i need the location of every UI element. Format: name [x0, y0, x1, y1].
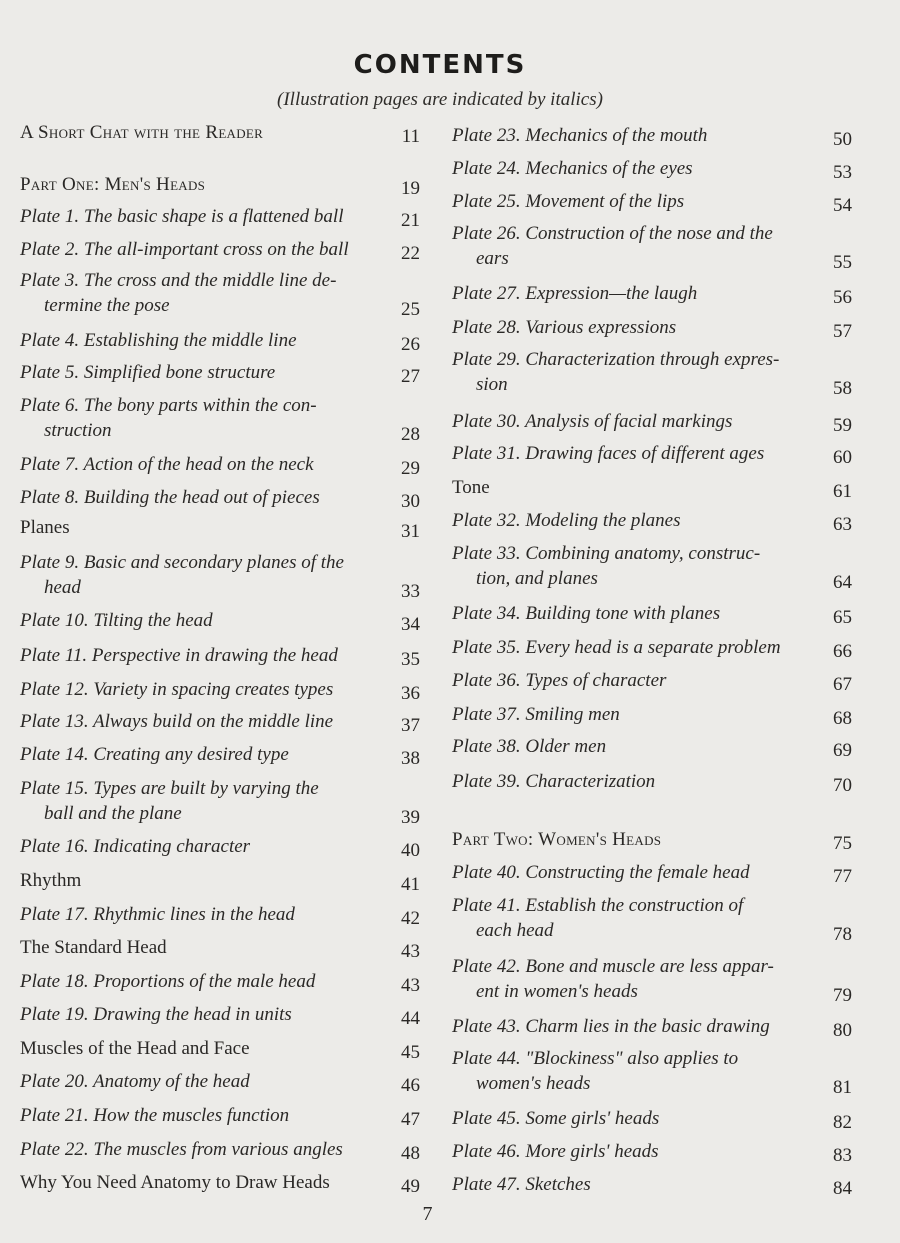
toc-entry-title: [452, 702, 802, 727]
toc-entry-line: The Standard Head: [20, 937, 167, 958]
toc-entry-page: 40: [401, 840, 420, 861]
toc-entry-page: 11: [401, 126, 420, 147]
toc-entry-line: Plate 39. Characterization: [452, 771, 656, 792]
toc-entry-line: Muscles of the Head and Face: [20, 1038, 250, 1059]
toc-entry-title: [20, 268, 370, 318]
toc-entry: [452, 827, 852, 852]
toc-entry-line: Plate 32. Modeling the planes: [452, 510, 681, 531]
toc-entry-line: Plate 28. Various expressions: [452, 317, 677, 338]
toc-entry-page: 83: [833, 1145, 852, 1166]
toc-entry-line: Plate 36. Types of character: [452, 670, 667, 691]
toc-entry: [20, 677, 420, 702]
toc-entry-title: [452, 156, 802, 181]
toc-entry-page: 59: [833, 415, 852, 436]
toc-entry-title: [20, 237, 370, 262]
toc-entry-title: [452, 827, 802, 852]
toc-entry-title: [452, 281, 802, 306]
toc-entry-line: head: [44, 577, 81, 598]
toc-entry-page: 61: [833, 481, 852, 502]
toc-entry-title: [20, 902, 370, 927]
toc-entry-page: 43: [401, 975, 420, 996]
toc-entry: [452, 409, 852, 434]
toc-entry-page: 36: [401, 683, 420, 704]
toc-entry-title: [452, 409, 802, 434]
toc-entry-page: 55: [833, 252, 852, 273]
toc-entry-page: 22: [401, 243, 420, 264]
toc-entry-page: 80: [833, 1020, 852, 1041]
toc-entry-page: 34: [401, 614, 420, 635]
toc-entry-line: Plate 11. Perspective in drawing the head: [20, 645, 338, 666]
toc-entry-title: [20, 935, 370, 960]
toc-entry: [20, 485, 420, 510]
toc-entry-title: [452, 347, 802, 397]
toc-entry-page: 43: [401, 941, 420, 962]
toc-entry: [20, 120, 420, 145]
toc-entry-page: 25: [401, 299, 420, 320]
toc-entry-title: [452, 315, 802, 340]
toc-entry-line: termine the pose: [44, 295, 170, 316]
toc-entry-title: [20, 1103, 370, 1128]
toc-entry-title: [452, 221, 802, 271]
toc-entry-line: Plate 26. Construction of the nose and the: [452, 223, 773, 244]
toc-entry-line: Plate 43. Charm lies in the basic drawing: [452, 1016, 770, 1037]
toc-entry-title: [20, 709, 370, 734]
toc-entry-title: [452, 123, 802, 148]
toc-entry: [20, 1036, 420, 1061]
toc-entry: [20, 1170, 420, 1195]
toc-entry: [20, 1137, 420, 1162]
toc-entry: [452, 347, 852, 397]
toc-entry-line: Plate 4. Establishing the middle line: [20, 330, 297, 351]
toc-entry: [20, 742, 420, 767]
toc-entry-line: Plate 23. Mechanics of the mouth: [452, 125, 708, 146]
toc-entry: [20, 834, 420, 859]
toc-entry-line: ball and the plane: [44, 803, 182, 824]
toc-entry-line: struction: [44, 420, 112, 441]
toc-entry-line: Plate 15. Types are built by varying the: [20, 778, 319, 799]
toc-entry-title: [452, 541, 802, 591]
toc-entry-title: [20, 868, 370, 893]
toc-entry-title: [20, 608, 370, 633]
toc-entry: [452, 893, 852, 943]
toc-entry-page: 46: [401, 1075, 420, 1096]
toc-entry-line: Plate 9. Basic and secondary planes of the: [20, 552, 344, 573]
toc-entry-page: 82: [833, 1112, 852, 1133]
toc-entry-page: 28: [401, 424, 420, 445]
toc-entry-line: Plate 35. Every head is a separate problem: [452, 637, 781, 658]
toc-entry: [20, 868, 420, 893]
toc-entry-page: 50: [833, 129, 852, 150]
toc-entry-line: Plate 16. Indicating character: [20, 836, 251, 857]
toc-entry-title: [452, 668, 802, 693]
toc-entry-title: [452, 1172, 802, 1197]
toc-entry-line: Plate 41. Establish the construction of: [452, 895, 744, 916]
toc-entry: [20, 237, 420, 262]
toc-entry-page: 48: [401, 1143, 420, 1164]
page-subtitle: (Illustration pages are indicated by italics): [277, 89, 603, 110]
toc-entry-page: 75: [833, 833, 852, 854]
toc-entry-line: Plate 22. The muscles from various angles: [20, 1139, 343, 1160]
toc-entry-title: [452, 769, 802, 794]
toc-entry-line: Plate 20. Anatomy of the head: [20, 1071, 250, 1092]
toc-entry-page: 79: [833, 985, 852, 1006]
toc-entry: [20, 204, 420, 229]
toc-entry-title: [452, 1139, 802, 1164]
toc-entry-title: [20, 360, 370, 385]
toc-entry: [452, 441, 852, 466]
toc-entry-line: Plate 31. Drawing faces of different ages: [452, 443, 765, 464]
toc-entry: [452, 221, 852, 271]
toc-entry-page: 57: [833, 321, 852, 342]
toc-entry: [20, 709, 420, 734]
toc-entry: [452, 1014, 852, 1039]
toc-entry-title: [20, 393, 370, 443]
toc-entry-page: 45: [401, 1042, 420, 1063]
toc-entry-page: 54: [833, 195, 852, 216]
toc-entry-page: 26: [401, 334, 420, 355]
toc-entry: [452, 123, 852, 148]
toc-entry-page: 47: [401, 1109, 420, 1130]
toc-entry-line: Plate 24. Mechanics of the eyes: [452, 158, 693, 179]
toc-entry-line: Plate 30. Analysis of facial markings: [452, 411, 733, 432]
toc-entry: [20, 1069, 420, 1094]
toc-entry-title: [452, 1046, 802, 1096]
toc-entry-page: 31: [401, 521, 420, 542]
toc-entry-title: [452, 860, 802, 885]
toc-entry-page: 42: [401, 908, 420, 929]
toc-entry: [20, 172, 420, 197]
toc-entry: [452, 1046, 852, 1096]
toc-entry-title: [452, 475, 802, 500]
toc-entry-page: 21: [401, 210, 420, 231]
toc-entry: [20, 515, 420, 540]
toc-entry-line: Part One: Men's Heads: [20, 174, 206, 195]
page-number: 7: [422, 1203, 433, 1225]
toc-entry: [452, 635, 852, 660]
toc-entry-line: Plate 33. Combining anatomy, construc-: [452, 543, 761, 564]
toc-entry-page: 19: [401, 178, 420, 199]
toc-entry-line: women's heads: [476, 1073, 591, 1094]
toc-entry: [20, 328, 420, 353]
toc-entry-line: sion: [476, 374, 508, 395]
toc-entry-line: Plate 29. Characterization through expres-: [452, 349, 780, 370]
toc-entry-page: 70: [833, 775, 852, 796]
toc-entry: [452, 668, 852, 693]
toc-entry-page: 58: [833, 378, 852, 399]
toc-entry-page: 53: [833, 162, 852, 183]
toc-entry-line: Plate 13. Always build on the middle line: [20, 711, 334, 732]
toc-entry: [20, 969, 420, 994]
toc-entry-line: tion, and planes: [476, 568, 598, 589]
toc-entry-title: [20, 1170, 370, 1195]
toc-entry-title: [20, 452, 370, 477]
toc-entry-line: each head: [476, 920, 554, 941]
toc-entry: [452, 189, 852, 214]
toc-entry-title: [20, 204, 370, 229]
toc-entry-page: 49: [401, 1176, 420, 1197]
toc-entry-title: [452, 189, 802, 214]
toc-entry: [20, 608, 420, 633]
toc-entry-title: [452, 441, 802, 466]
toc-entry: [452, 541, 852, 591]
toc-entry: [452, 281, 852, 306]
toc-entry: [452, 1106, 852, 1131]
toc-entry-title: [20, 643, 370, 668]
toc-entry-title: [20, 485, 370, 510]
toc-entry: [20, 1002, 420, 1027]
toc-entry-title: [452, 1106, 802, 1131]
toc-entry-page: 39: [401, 807, 420, 828]
toc-entry-title: [20, 677, 370, 702]
toc-entry-page: 35: [401, 649, 420, 670]
toc-entry-page: 68: [833, 708, 852, 729]
toc-entry-line: Plate 3. The cross and the middle line de-: [20, 270, 337, 291]
toc-entry-page: 30: [401, 491, 420, 512]
toc-entry-page: 29: [401, 458, 420, 479]
toc-entry-title: [20, 120, 370, 145]
toc-entry-line: Plate 10. Tilting the head: [20, 610, 213, 631]
toc-entry-page: 77: [833, 866, 852, 887]
toc-entry-line: Plate 2. The all-important cross on the ball: [20, 239, 349, 260]
toc-entry-title: [20, 1069, 370, 1094]
toc-entry-page: 27: [401, 366, 420, 387]
toc-entry-page: 64: [833, 572, 852, 593]
toc-entry-line: Plate 17. Rhythmic lines in the head: [20, 904, 295, 925]
toc-entry: [452, 156, 852, 181]
toc-entry-line: Plate 27. Expression—the laugh: [452, 283, 698, 304]
toc-entry-title: [20, 742, 370, 767]
toc-entry-line: Part Two: Women's Heads: [452, 829, 662, 850]
toc-entry: [452, 769, 852, 794]
toc-entry-title: [20, 328, 370, 353]
toc-entry: [452, 954, 852, 1004]
toc-entry: [452, 1172, 852, 1197]
toc-entry: [20, 935, 420, 960]
toc-entry-title: [452, 734, 802, 759]
toc-entry-line: Plate 14. Creating any desired type: [20, 744, 289, 765]
toc-entry-line: Plate 40. Constructing the female head: [452, 862, 750, 883]
toc-entry-title: [452, 1014, 802, 1039]
toc-entry-line: Plate 46. More girls' heads: [452, 1141, 659, 1162]
toc-entry-title: [452, 635, 802, 660]
toc-entry: [452, 860, 852, 885]
toc-entry-line: ears: [476, 248, 509, 269]
toc-entry-title: [452, 508, 802, 533]
toc-entry-line: Plate 19. Drawing the head in units: [20, 1004, 292, 1025]
toc-entry-page: 84: [833, 1178, 852, 1199]
toc-entry-line: Plate 34. Building tone with planes: [452, 603, 721, 624]
toc-entry-title: [20, 515, 370, 540]
toc-entry: [20, 360, 420, 385]
toc-entry: [452, 475, 852, 500]
toc-entry-line: Plate 7. Action of the head on the neck: [20, 454, 314, 475]
toc-entry-line: Rhythm: [20, 870, 82, 891]
toc-entry-page: 41: [401, 874, 420, 895]
toc-entry-page: 38: [401, 748, 420, 769]
toc-entry-title: [452, 601, 802, 626]
toc-entry-line: Plate 8. Building the head out of pieces: [20, 487, 320, 508]
toc-entry-line: Plate 12. Variety in spacing creates types: [20, 679, 334, 700]
toc-entry-line: Plate 25. Movement of the lips: [452, 191, 685, 212]
toc-entry-page: 63: [833, 514, 852, 535]
toc-entry-line: A Short Chat with the Reader: [20, 122, 264, 143]
toc-entry: [452, 315, 852, 340]
toc-entry-title: [20, 1036, 370, 1061]
toc-entry: [20, 452, 420, 477]
toc-entry-page: 81: [833, 1077, 852, 1098]
toc-entry: [20, 550, 420, 600]
toc-entry: [20, 902, 420, 927]
toc-entry: [452, 734, 852, 759]
toc-entry: [452, 508, 852, 533]
toc-entry-page: 44: [401, 1008, 420, 1029]
toc-entry-title: [20, 172, 370, 197]
toc-entry-line: Plate 42. Bone and muscle are less appar-: [452, 956, 774, 977]
toc-entry: [452, 601, 852, 626]
toc-entry-line: Plate 21. How the muscles function: [20, 1105, 290, 1126]
toc-entry-page: 78: [833, 924, 852, 945]
toc-entry-line: Plate 6. The bony parts within the con-: [20, 395, 317, 416]
toc-entry-line: Plate 38. Older men: [452, 736, 607, 757]
toc-entry-title: [20, 1137, 370, 1162]
toc-entry-page: 33: [401, 581, 420, 602]
toc-entry: [20, 268, 420, 318]
toc-entry-line: Plate 47. Sketches: [452, 1174, 591, 1195]
toc-entry-title: [20, 834, 370, 859]
toc-entry-page: 65: [833, 607, 852, 628]
toc-entry: [20, 393, 420, 443]
toc-entry: [452, 702, 852, 727]
toc-entry-page: 37: [401, 715, 420, 736]
toc-entry-page: 69: [833, 740, 852, 761]
toc-entry-line: Plate 37. Smiling men: [452, 704, 620, 725]
toc-entry: [452, 1139, 852, 1164]
toc-entry: [20, 776, 420, 826]
toc-entry-title: [452, 893, 802, 943]
toc-entry: [20, 1103, 420, 1128]
toc-entry-line: Plate 1. The basic shape is a flattened ball: [20, 206, 344, 227]
toc-entry-line: Plate 45. Some girls' heads: [452, 1108, 660, 1129]
toc-entry-line: Plate 18. Proportions of the male head: [20, 971, 316, 992]
toc-entry-line: Planes: [20, 517, 70, 538]
page-title: CONTENTS: [353, 50, 527, 80]
toc-entry-line: ent in women's heads: [476, 981, 638, 1002]
toc-entry-page: 60: [833, 447, 852, 468]
toc-entry-line: Why You Need Anatomy to Draw Heads: [20, 1172, 330, 1193]
toc-entry-page: 56: [833, 287, 852, 308]
toc-entry-title: [452, 954, 802, 1004]
toc-entry-line: Plate 44. "Blockiness" also applies to: [452, 1048, 739, 1069]
toc-entry-title: [20, 969, 370, 994]
toc-entry-line: Tone: [452, 477, 490, 498]
toc-entry-title: [20, 776, 370, 826]
toc-entry-page: 67: [833, 674, 852, 695]
toc-entry-title: [20, 550, 370, 600]
toc-entry: [20, 643, 420, 668]
toc-entry-title: [20, 1002, 370, 1027]
toc-entry-page: 66: [833, 641, 852, 662]
toc-entry-line: Plate 5. Simplified bone structure: [20, 362, 276, 383]
